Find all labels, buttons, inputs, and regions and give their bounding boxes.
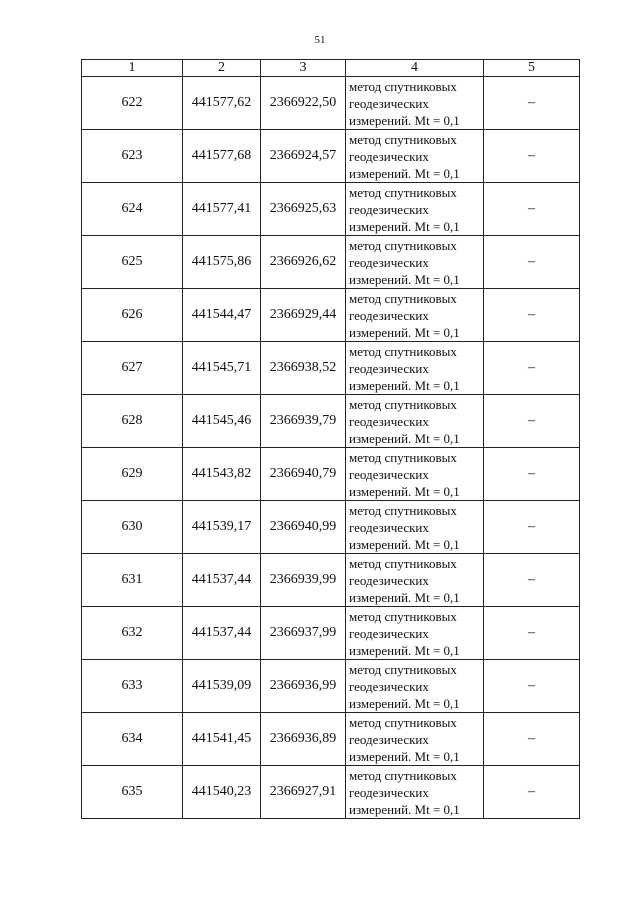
description-cell (484, 183, 580, 236)
x-coordinate-cell: 441544,47 (183, 289, 261, 342)
method-line: метод спутниковых (349, 396, 457, 412)
method-line: геодезических (349, 254, 429, 270)
method-line: геодезических (349, 466, 429, 482)
method-cell (346, 713, 484, 766)
dash-value: – (528, 95, 535, 110)
method-line: геодезических (349, 678, 429, 694)
method-line: измерений. Mt = 0,1 (349, 218, 460, 234)
column-header-5: 5 (484, 60, 580, 77)
y-coordinate-cell: 2366926,62 (261, 236, 346, 289)
method-line: метод спутниковых (349, 131, 457, 147)
method-line: геодезических (349, 148, 429, 164)
description-cell (484, 713, 580, 766)
coordinates-table (81, 59, 580, 819)
y-coordinate-cell: 2366940,99 (261, 501, 346, 554)
description-cell (484, 342, 580, 395)
column-header-3: 3 (261, 60, 346, 77)
method-cell (346, 448, 484, 501)
dash-value: – (528, 731, 535, 746)
dash-value: – (528, 572, 535, 587)
description-cell (484, 77, 580, 130)
method-line: геодезических (349, 95, 429, 111)
method-line: метод спутниковых (349, 184, 457, 200)
method-line: геодезических (349, 201, 429, 217)
method-line: метод спутниковых (349, 237, 457, 253)
dash-value: – (528, 678, 535, 693)
dash-value: – (528, 466, 535, 481)
column-header-1: 1 (82, 60, 183, 77)
y-coordinate-cell: 2366936,89 (261, 713, 346, 766)
point-number-cell: 629 (82, 448, 183, 501)
dash-value: – (528, 360, 535, 375)
x-coordinate-cell: 441537,44 (183, 607, 261, 660)
method-cell (346, 130, 484, 183)
method-line: геодезических (349, 519, 429, 535)
description-cell (484, 289, 580, 342)
method-cell (346, 607, 484, 660)
table-row (82, 342, 580, 395)
method-cell (346, 501, 484, 554)
method-line: метод спутниковых (349, 608, 457, 624)
table-row (82, 660, 580, 713)
x-coordinate-cell: 441577,41 (183, 183, 261, 236)
point-number-cell: 628 (82, 395, 183, 448)
x-coordinate-cell: 441577,62 (183, 77, 261, 130)
header-row (82, 60, 580, 77)
x-coordinate-cell: 441541,45 (183, 713, 261, 766)
method-line: измерений. Mt = 0,1 (349, 748, 460, 764)
table-row (82, 554, 580, 607)
method-line: геодезических (349, 731, 429, 747)
method-line: измерений. Mt = 0,1 (349, 271, 460, 287)
x-coordinate-cell: 441537,44 (183, 554, 261, 607)
x-coordinate-cell: 441545,46 (183, 395, 261, 448)
description-cell (484, 395, 580, 448)
method-line: геодезических (349, 625, 429, 641)
method-line: измерений. Mt = 0,1 (349, 695, 460, 711)
dash-value: – (528, 307, 535, 322)
dash-value: – (528, 254, 535, 269)
y-coordinate-cell: 2366939,79 (261, 395, 346, 448)
y-coordinate-cell: 2366936,99 (261, 660, 346, 713)
method-line: метод спутниковых (349, 449, 457, 465)
table-header (82, 60, 580, 77)
table-row (82, 766, 580, 819)
y-coordinate-cell: 2366937,99 (261, 607, 346, 660)
point-number-cell: 626 (82, 289, 183, 342)
column-header-4: 4 (346, 60, 484, 77)
method-line: метод спутниковых (349, 714, 457, 730)
point-number-cell: 624 (82, 183, 183, 236)
point-number-cell: 622 (82, 77, 183, 130)
dash-value: – (528, 625, 535, 640)
table-row (82, 130, 580, 183)
x-coordinate-cell: 441543,82 (183, 448, 261, 501)
table-row (82, 607, 580, 660)
page-number: 51 (314, 34, 326, 46)
dash-value: – (528, 201, 535, 216)
point-number-cell: 633 (82, 660, 183, 713)
method-line: метод спутниковых (349, 555, 457, 571)
method-line: метод спутниковых (349, 661, 457, 677)
method-cell (346, 766, 484, 819)
method-line: измерений. Mt = 0,1 (349, 589, 460, 605)
x-coordinate-cell: 441540,23 (183, 766, 261, 819)
table-body (82, 77, 580, 819)
y-coordinate-cell: 2366922,50 (261, 77, 346, 130)
table-row (82, 236, 580, 289)
y-coordinate-cell: 2366938,52 (261, 342, 346, 395)
description-cell (484, 130, 580, 183)
x-coordinate-cell: 441545,71 (183, 342, 261, 395)
x-coordinate-cell: 441539,09 (183, 660, 261, 713)
dash-value: – (528, 413, 535, 428)
table-row (82, 289, 580, 342)
method-cell (346, 395, 484, 448)
method-cell (346, 554, 484, 607)
method-line: измерений. Mt = 0,1 (349, 165, 460, 181)
point-number-cell: 631 (82, 554, 183, 607)
method-line: геодезических (349, 572, 429, 588)
point-number-cell: 627 (82, 342, 183, 395)
method-cell (346, 342, 484, 395)
description-cell (484, 660, 580, 713)
description-cell (484, 236, 580, 289)
method-line: измерений. Mt = 0,1 (349, 801, 460, 817)
method-line: геодезических (349, 413, 429, 429)
table-row (82, 77, 580, 130)
y-coordinate-cell: 2366929,44 (261, 289, 346, 342)
x-coordinate-cell: 441539,17 (183, 501, 261, 554)
column-header-2: 2 (183, 60, 261, 77)
method-line: измерений. Mt = 0,1 (349, 642, 460, 658)
y-coordinate-cell: 2366939,99 (261, 554, 346, 607)
point-number-cell: 625 (82, 236, 183, 289)
method-line: геодезических (349, 307, 429, 323)
method-line: измерений. Mt = 0,1 (349, 430, 460, 446)
method-line: измерений. Mt = 0,1 (349, 377, 460, 393)
y-coordinate-cell: 2366924,57 (261, 130, 346, 183)
method-line: метод спутниковых (349, 290, 457, 306)
point-number-cell: 634 (82, 713, 183, 766)
x-coordinate-cell: 441577,68 (183, 130, 261, 183)
method-line: метод спутниковых (349, 78, 457, 94)
method-line: метод спутниковых (349, 343, 457, 359)
description-cell (484, 766, 580, 819)
description-cell (484, 554, 580, 607)
method-line: геодезических (349, 360, 429, 376)
description-cell (484, 501, 580, 554)
method-cell (346, 77, 484, 130)
method-cell (346, 236, 484, 289)
method-cell (346, 660, 484, 713)
table-row (82, 713, 580, 766)
method-cell (346, 289, 484, 342)
table-row (82, 501, 580, 554)
dash-value: – (528, 519, 535, 534)
dash-value: – (528, 784, 535, 799)
point-number-cell: 635 (82, 766, 183, 819)
description-cell (484, 448, 580, 501)
method-line: измерений. Mt = 0,1 (349, 112, 460, 128)
dash-value: – (528, 148, 535, 163)
table-row (82, 448, 580, 501)
method-line: метод спутниковых (349, 502, 457, 518)
method-line: измерений. Mt = 0,1 (349, 324, 460, 340)
x-coordinate-cell: 441575,86 (183, 236, 261, 289)
y-coordinate-cell: 2366940,79 (261, 448, 346, 501)
table-row (82, 183, 580, 236)
method-line: измерений. Mt = 0,1 (349, 483, 460, 499)
point-number-cell: 632 (82, 607, 183, 660)
point-number-cell: 623 (82, 130, 183, 183)
method-line: геодезических (349, 784, 429, 800)
method-line: измерений. Mt = 0,1 (349, 536, 460, 552)
table-row (82, 395, 580, 448)
point-number-cell: 630 (82, 501, 183, 554)
description-cell (484, 607, 580, 660)
method-cell (346, 183, 484, 236)
y-coordinate-cell: 2366927,91 (261, 766, 346, 819)
method-line: метод спутниковых (349, 767, 457, 783)
y-coordinate-cell: 2366925,63 (261, 183, 346, 236)
